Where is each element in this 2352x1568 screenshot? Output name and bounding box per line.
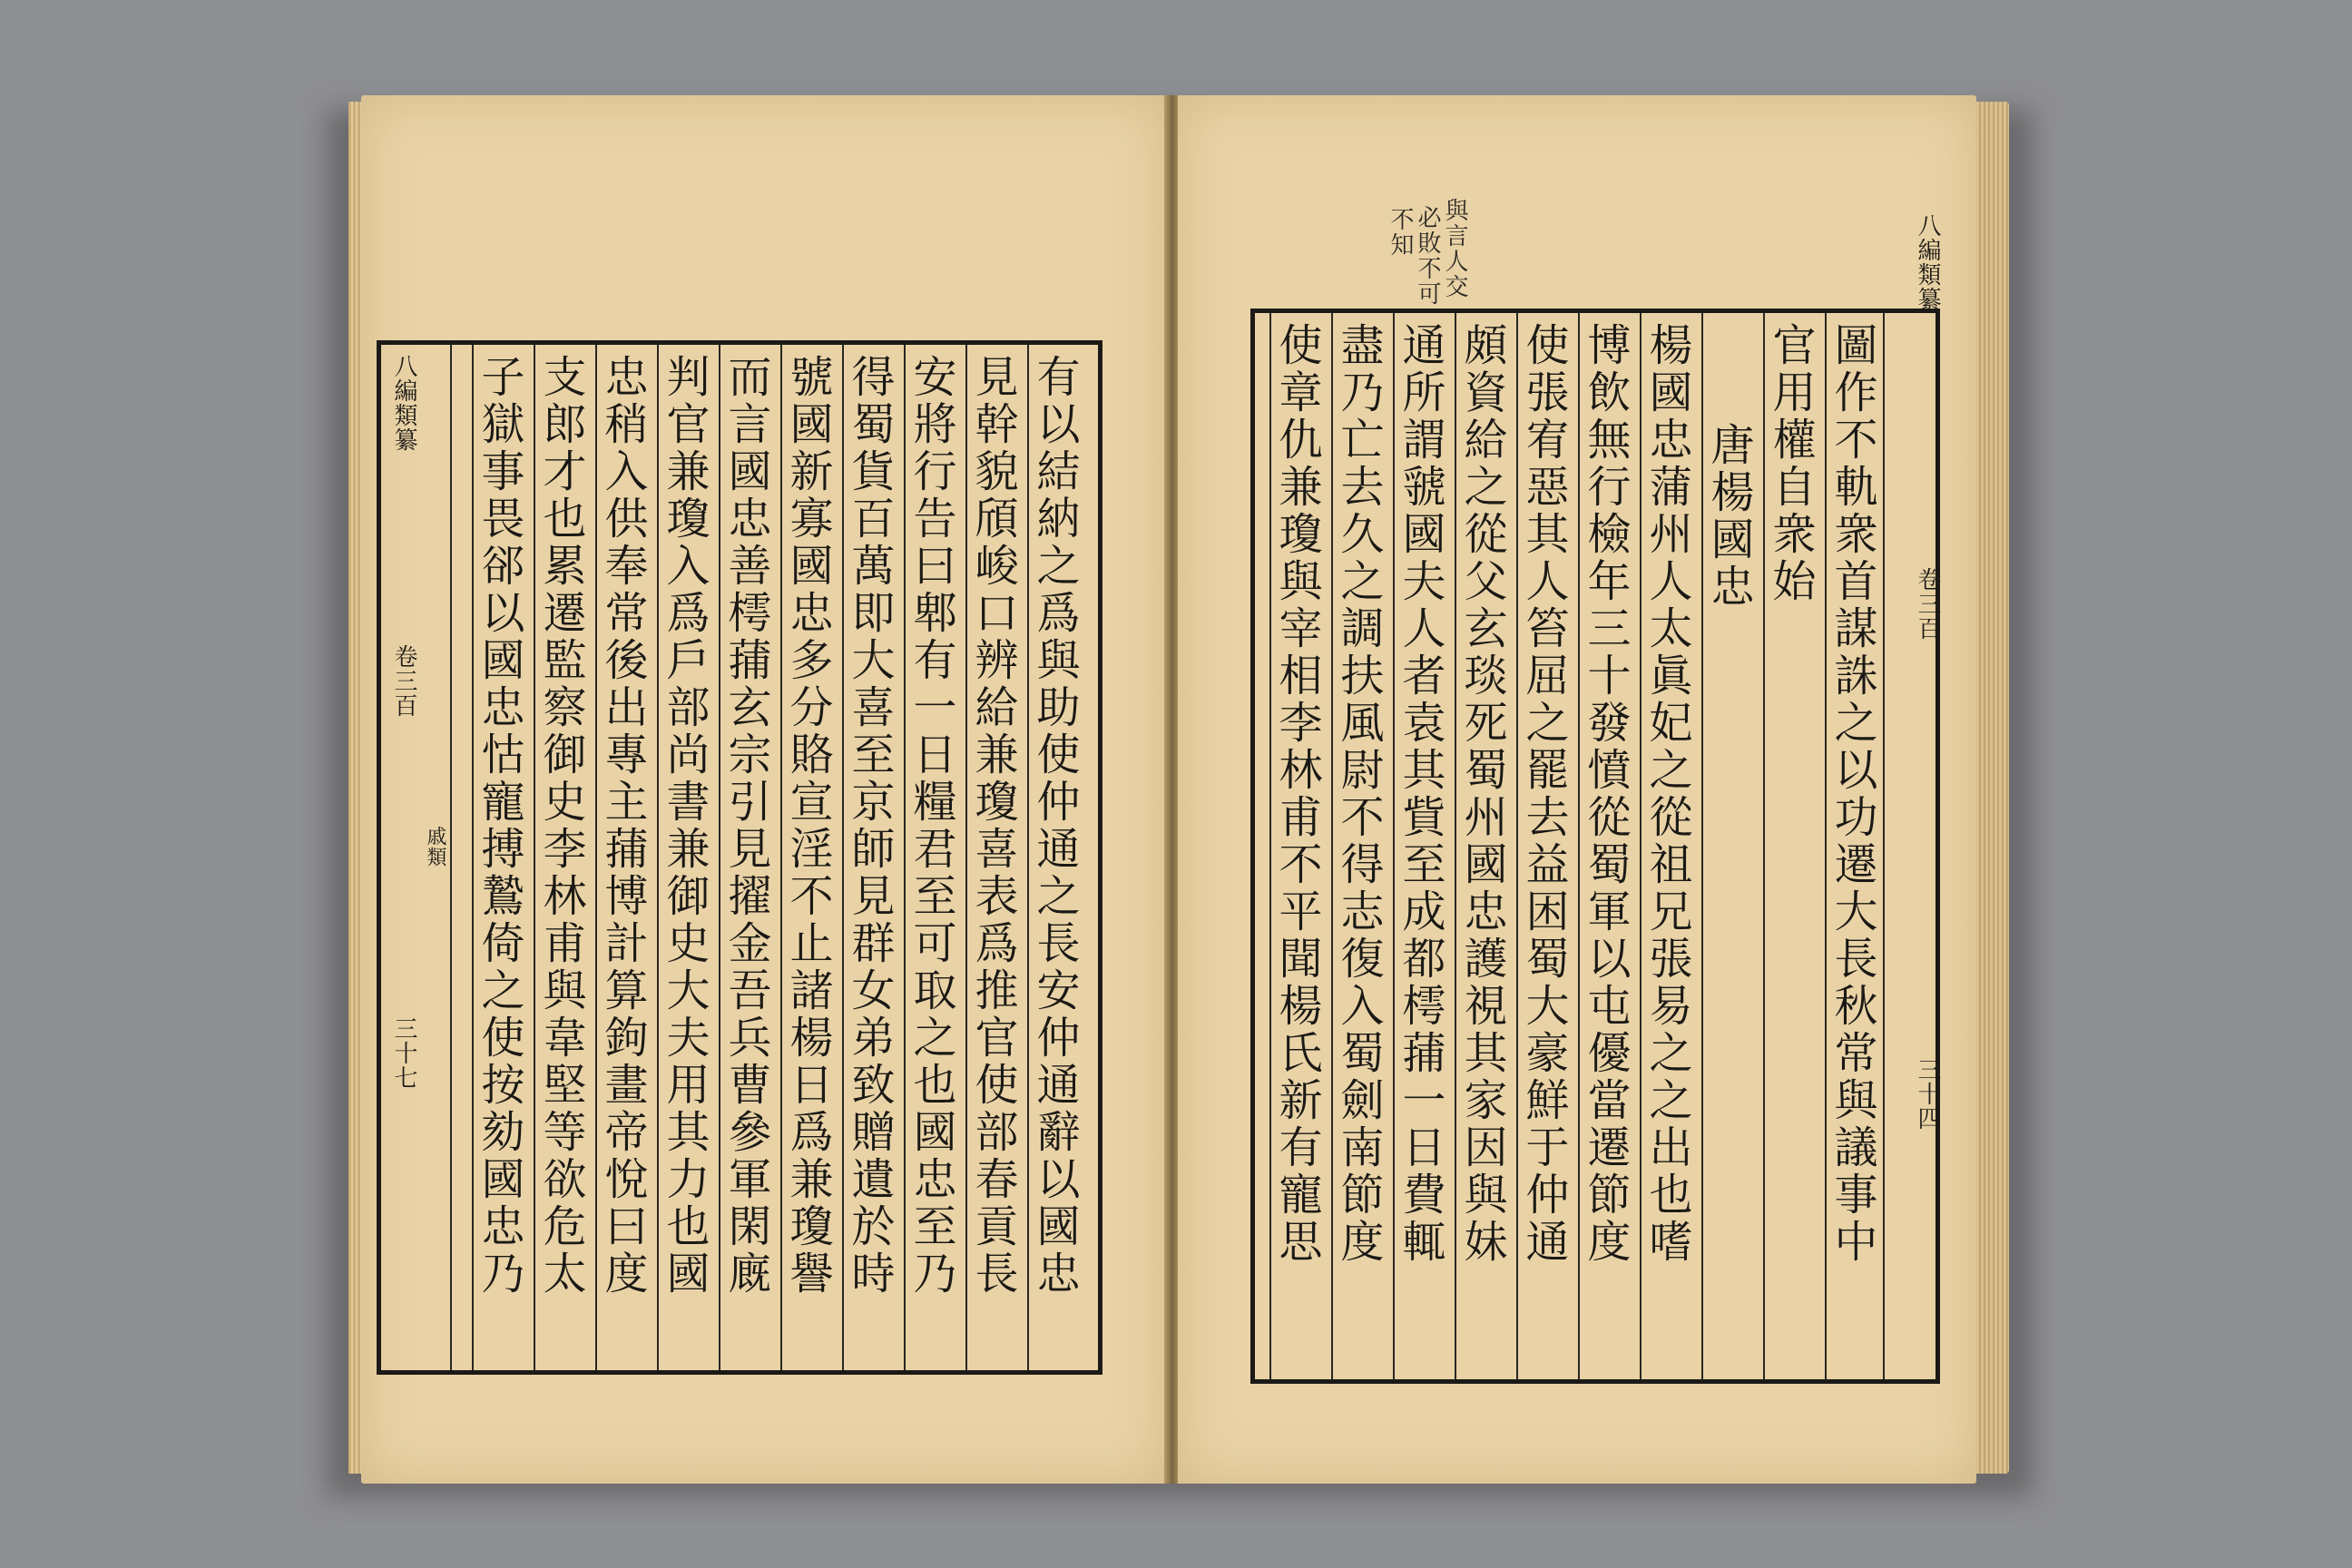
text-column: 號國新寡國忠多分賂宣淫不止諸楊日爲兼瓊譽: [782, 354, 833, 1298]
text-column: 得蜀貨百萬即大喜至京師見群女弟致贈遺於時: [844, 354, 895, 1298]
left-margin-section: 戚類: [424, 826, 446, 867]
text-column: 安將行告曰郫有一日糧君至可取之也國忠至乃: [906, 354, 956, 1298]
text-column: 判官兼瓊入爲戶部尚書兼御史大夫用其力也國: [659, 354, 710, 1298]
text-column: 使張宥惡其人笞屈之罷去益困蜀大豪鮮于仲通: [1518, 322, 1569, 1266]
text-column: 頗資給之從父玄琰死蜀州國忠護視其家因與妹: [1456, 322, 1507, 1266]
margin-rule: [450, 345, 452, 1370]
right-margin-title: 八編類纂: [1914, 213, 1941, 311]
text-column: 忠稍入供奉常後出專主蒱博計算鉤畫帝悅曰度: [597, 354, 648, 1298]
margin-rule: [1883, 313, 1885, 1379]
left-margin-title: 八編類纂: [390, 354, 417, 452]
text-column: 盡乃亡去久之調扶風尉不得志復入蜀劍南節度: [1333, 322, 1384, 1266]
left-text-block: [377, 340, 1102, 1375]
annotation-line-2: 必敗不可: [1414, 205, 1441, 307]
text-column: 圖作不軌衆首謀誅之以功遷大長秋常與議事中: [1827, 322, 1877, 1266]
text-column: 楊國忠蒲州人太眞妃之從祖兄張易之之出也嗜: [1642, 322, 1692, 1266]
text-column: 博飲無行檢年三十發憤從蜀軍以屯優當遷節度: [1580, 322, 1631, 1266]
right-margin-volume: 卷三百: [1914, 567, 1941, 641]
text-column: 通所謂虢國夫人者袁其貲至成都樗蒱一日費輒: [1395, 322, 1446, 1266]
text-column: 支郎才也累遷監察御史李林甫與韋堅等欲危太: [535, 354, 586, 1298]
right-margin-page: 三十四: [1914, 1057, 1941, 1131]
text-column: 有以結納之爲與助使仲通之長安仲通辭以國忠: [1029, 354, 1080, 1298]
text-column: 使章仇兼瓊與宰相李林甫不平聞楊氏新有寵思: [1271, 322, 1322, 1266]
left-margin-page: 三十七: [390, 1016, 417, 1090]
text-column: 唐楊國忠: [1703, 422, 1754, 611]
page-edge-stack: [1976, 102, 2009, 1474]
text-column: 見幹貌頎峻口辨給兼瓊喜表爲推官使部春貢長: [967, 354, 1018, 1298]
text-column: 官用權自衆始: [1765, 322, 1816, 605]
annotation-line-3: 不知: [1387, 207, 1414, 258]
left-margin-volume: 卷三百: [390, 644, 417, 718]
text-column: 而言國忠善樗蒱玄宗引見擢金吾兵曹參軍閑廐: [720, 354, 771, 1298]
annotation-line-1: 與言人交: [1441, 198, 1468, 299]
text-column: 子獄事畏郤以國忠怙寵搏鷙倚之使按劾國忠乃: [474, 354, 524, 1298]
